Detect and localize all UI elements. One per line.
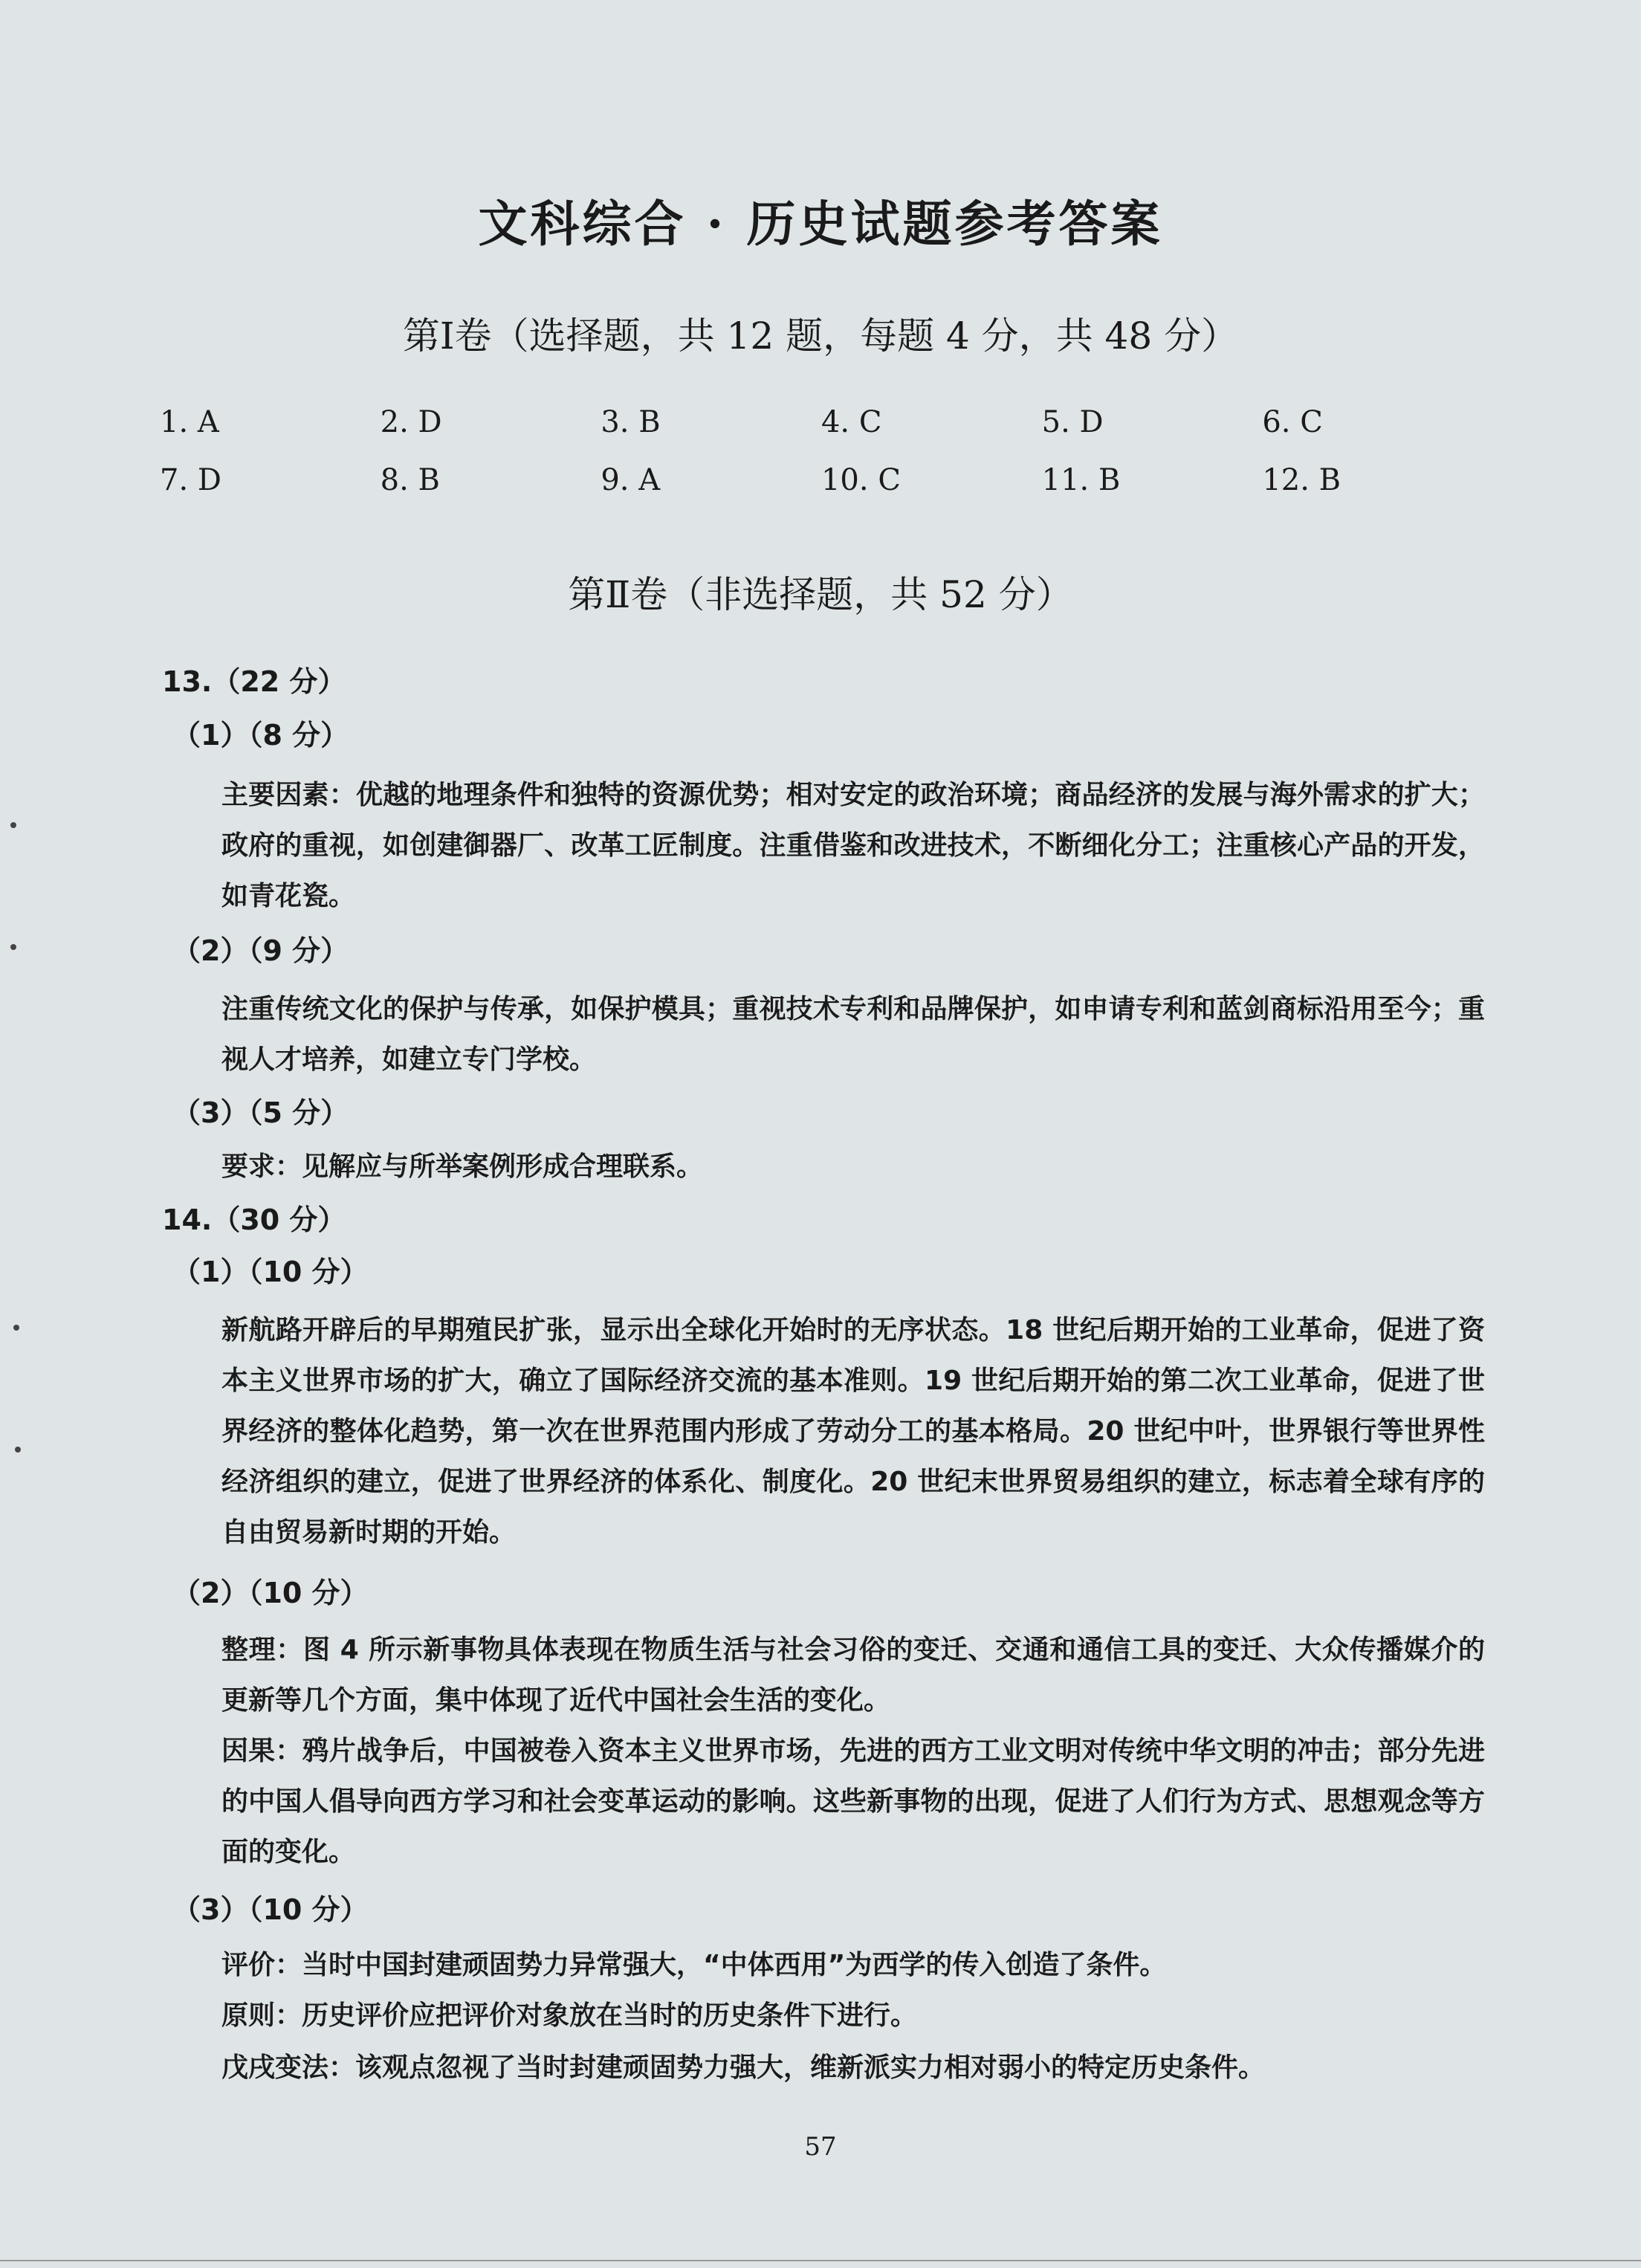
- q13-part3-text: 要求：见解应与所举案例形成合理联系。: [221, 1151, 704, 1182]
- q14-part2-text-b: 因果：鸦片战争后，中国被卷入资本主义世界市场，先进的西方工业文明对传统中华文明的冲击；部分先进的中国人倡导向西方学习和社会变革运动的影响。这些新事物的出现，促进了人们行为方式、思想观念等方面的变化。: [221, 1736, 1485, 1867]
- binding-hole-mark: [10, 944, 16, 950]
- answer-item: 1. A: [160, 405, 219, 439]
- q14-part3-heading: （3）（10 分）: [172, 1893, 369, 1926]
- binding-hole-mark: [13, 1325, 19, 1331]
- choice-answers-grid: [160, 405, 1483, 499]
- answer-item: 2. D: [380, 405, 442, 439]
- answer-item: 3. B: [601, 405, 661, 439]
- question-13-heading: 13.（22 分）: [162, 665, 346, 698]
- q14-part3-text-a: 评价：当时中国封建顽固势力异常强大，“中体西用”为西学的传入创造了条件。: [221, 1950, 1167, 1980]
- scan-edge-line: [0, 2260, 1641, 2261]
- q13-part1-text: 主要因素：优越的地理条件和独特的资源优势；相对安定的政治环境；商品经济的发展与海外需求的扩大；政府的重视，如创建御器厂、改革工匠制度。注重借鉴和改进技术，不断细化分工；注重核心产品的开发，如青花瓷。: [221, 780, 1485, 911]
- section-2-heading: 第Ⅱ卷（非选择题，共 52 分）: [568, 573, 1073, 616]
- page-number: 57: [804, 2132, 837, 2162]
- answer-item: 8. B: [380, 463, 440, 497]
- q14-part2-text-a: 整理：图 4 所示新事物具体表现在物质生活与社会习俗的变迁、交通和通信工具的变迁、大众传播媒介的更新等几个方面，集中体现了近代中国社会生活的变化。: [221, 1635, 1485, 1716]
- answer-item: 4. C: [821, 405, 882, 439]
- q13-part2-text: 注重传统文化的保护与传承，如保护模具；重视技术专利和品牌保护，如申请专利和蓝剑商标沿用至今；重视人才培养，如建立专门学校。: [221, 994, 1485, 1075]
- q14-part1-text: 新航路开辟后的早期殖民扩张，显示出全球化开始时的无序状态。18 世纪后期开始的工业革命，促进了资本主义世界市场的扩大，确立了国际经济交流的基本准则。19 世纪后期开始的第二次工业革命，促进了世界经济的整体化趋势，第一次在世界范围内形成了劳动分工的基本格局。20 世纪中叶，世界银行等世界性经济组织的建立，促进了世界经济的体系化、制度化。20 世纪末世界贸易组织的建立，标志着全球有序的自由贸易新时期的开始。: [221, 1315, 1485, 1548]
- binding-hole-mark: [10, 822, 16, 828]
- binding-hole-mark: [15, 1447, 21, 1453]
- q14-part2-heading: （2）（10 分）: [172, 1577, 369, 1609]
- q14-part3-text-b: 原则：历史评价应把评价对象放在当时的历史条件下进行。: [221, 2000, 918, 2031]
- answer-item: 12. B: [1262, 463, 1341, 497]
- q14-part1-heading: （1）（10 分）: [172, 1256, 369, 1288]
- q13-part2-heading: （2）（9 分）: [172, 934, 349, 967]
- answer-item: 11. B: [1041, 463, 1121, 497]
- q13-part1-heading: （1）（8 分）: [172, 719, 349, 752]
- q13-part3-heading: （3）（5 分）: [172, 1096, 349, 1129]
- answer-item: 7. D: [160, 463, 221, 497]
- answer-item: 10. C: [821, 463, 901, 497]
- answer-item: 5. D: [1041, 405, 1104, 439]
- answer-item: 6. C: [1262, 405, 1323, 439]
- answer-item: 9. A: [601, 463, 661, 497]
- q14-part3-text-c: 戊戌变法：该观点忽视了当时封建顽固势力强大，维新派实力相对弱小的特定历史条件。: [221, 2052, 1266, 2083]
- question-14-heading: 14.（30 分）: [162, 1204, 346, 1236]
- section-1-heading: 第Ⅰ卷（选择题，共 12 题，每题 4 分，共 48 分）: [402, 314, 1239, 358]
- page-title: 文科综合 · 历史试题参考答案: [478, 195, 1163, 253]
